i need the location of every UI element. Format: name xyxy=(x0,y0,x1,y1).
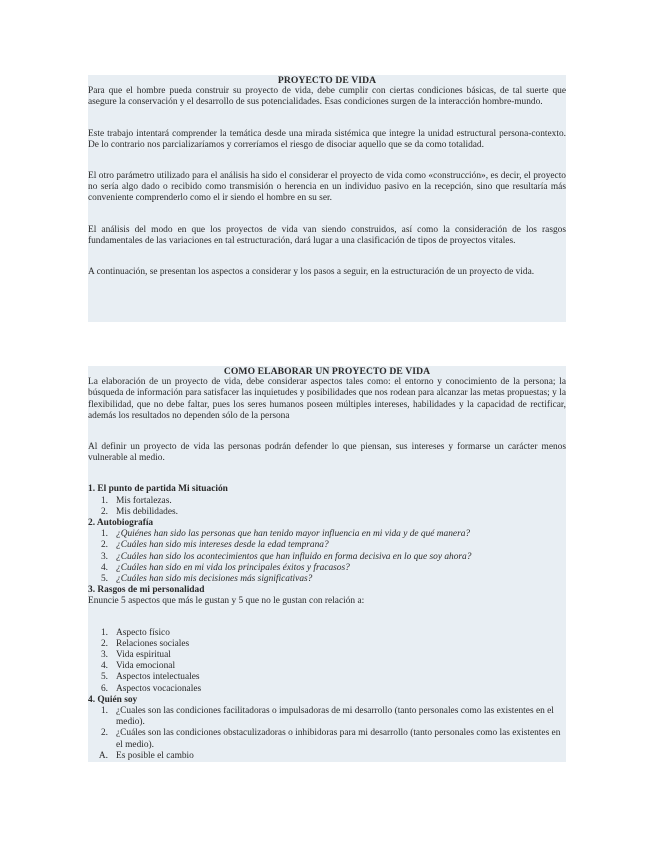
list-number: 1. xyxy=(100,627,108,638)
list-number: 3. xyxy=(100,650,108,661)
list-number: 4. xyxy=(100,661,108,672)
list-text: Vida emocional xyxy=(116,661,176,672)
list-number: 2. xyxy=(100,540,108,551)
list-number: 5. xyxy=(100,672,108,683)
list-number: 2. xyxy=(100,638,108,649)
list-text: ¿Cuales son las condiciones facilitadoras o impulsadoras de mi desarrollo (tanto personales como las existentes en el medio). xyxy=(116,706,554,728)
list-item xyxy=(88,639,566,650)
step-4-sublist xyxy=(88,751,566,762)
section-2-paragraph-1: La elaboración de un proyecto de vida, debe considerar aspectos tales como: el entorno y conocimiento de la persona; la búsqueda de información para satisfacer las inquietudes y posibilidades que nos rodean para alcanzar las metas propuestas; y la flexibilidad, que no debe faltar, pues los seres humanos poseen múltiples intereses, habilidades y la capacidad de rectificar, además los resultados no dependen sólo de la persona xyxy=(88,377,566,421)
step-3-list xyxy=(88,628,566,695)
intro-paragraph-1: Para que el hombre pueda construir su proyecto de vida, debe cumplir con ciertas condiciones básicas, de tal suerte que asegure la conservación y el desarrollo de sus potencialidades. Esas condiciones surgen de la interacción hombre-mundo. xyxy=(88,86,566,108)
intro-paragraph-3: El otro parámetro utilizado para el análisis ha sido el considerar el proyecto de vida como «construcción», es decir, el proyecto no sería algo dado o recibido como transmisión o herencia en un individuo pasivo en la recepción, sino que resultaría más conveniente comprenderlo como el ir siendo el hombre en su ser. xyxy=(88,171,566,204)
step-1-heading: 1. El punto de partida Mi situación xyxy=(88,484,228,495)
list-item xyxy=(88,684,566,695)
list-number: 4. xyxy=(100,562,108,573)
list-text: Mis fortalezas. xyxy=(116,495,172,506)
list-text: ¿Cuáles han sido mis decisiones más significativas? xyxy=(116,574,313,585)
step-2-heading: 2. Autobiografía xyxy=(88,518,154,529)
list-text: ¿Cuáles han sido los acontecimientos que han influido en forma decisiva en lo que soy ahora? xyxy=(116,551,472,562)
list-item xyxy=(88,672,566,683)
list-item xyxy=(88,563,566,574)
step-3-heading: 3. Rasgos de mi personalidad xyxy=(88,585,205,596)
list-number: 1. xyxy=(100,495,108,506)
list-item xyxy=(88,661,566,672)
list-item xyxy=(88,507,566,518)
list-item xyxy=(88,628,566,639)
list-text: Mis debilidades. xyxy=(116,506,178,517)
list-text: ¿Cuáles son las condiciones obstaculizadoras o inhibidoras para mi desarrollo (tanto personales como las existentes en el medio). xyxy=(116,728,561,750)
list-item xyxy=(88,751,566,762)
section-2-title: COMO ELABORAR UN PROYECTO DE VIDA xyxy=(223,366,431,377)
list-text: Aspecto físico xyxy=(116,627,170,638)
list-item xyxy=(88,574,566,585)
step-4-heading: 4. Quién soy xyxy=(88,694,138,705)
list-number: 3. xyxy=(100,551,108,562)
list-text: ¿Cuáles han sido en mi vida los principales éxitos y fracasos? xyxy=(116,562,350,573)
list-text: Relaciones sociales xyxy=(116,638,190,649)
section-2-block xyxy=(88,366,566,762)
list-item xyxy=(88,706,566,728)
list-number: 2. xyxy=(100,506,108,517)
doc-title: PROYECTO DE VIDA xyxy=(277,75,377,86)
list-number: 2. xyxy=(100,728,108,739)
intro-paragraph-4: El análisis del modo en que los proyectos de vida van siendo construidos, así como la consideración de los rasgos fundamentales de las variaciones en tal estructuración, dará lugar a una clasificación de tipos de proyectos vitales. xyxy=(88,224,566,246)
list-item xyxy=(88,496,566,507)
list-text: ¿Cuáles han sido mis intereses desde la edad temprana? xyxy=(116,540,329,551)
list-number: 6. xyxy=(100,683,108,694)
list-number: 1. xyxy=(100,529,108,540)
intro-block xyxy=(88,75,566,322)
list-number: 5. xyxy=(100,574,108,585)
list-item xyxy=(88,728,566,750)
list-item xyxy=(88,540,566,551)
list-text: Aspectos intelectuales xyxy=(116,672,200,683)
step-4-list xyxy=(88,706,566,751)
step-1-list xyxy=(88,496,566,518)
list-item xyxy=(88,650,566,661)
intro-paragraph-5: A continuación, se presentan los aspectos a considerar y los pasos a seguir, en la estructuración de un proyecto de vida. xyxy=(88,267,535,278)
list-text: ¿Quiénes han sido las personas que han tenido mayor influencia en mi vida y de qué manera? xyxy=(116,529,471,540)
list-text: Es posible el cambio xyxy=(116,750,194,761)
step-2-list xyxy=(88,529,566,585)
list-item xyxy=(88,552,566,563)
list-number: 1. xyxy=(100,706,108,717)
list-text: Vida espiritual xyxy=(116,650,171,661)
intro-paragraph-2: Este trabajo intentará comprender la temática desde una mirada sistémica que integre la unidad estructural persona-contexto. De lo contrario nos parcializaríamos y correríamos el riesgo de disociar aquello que se da como totalidad. xyxy=(88,128,566,150)
list-item xyxy=(88,529,566,540)
step-3-intro: Enuncie 5 aspectos que más le gustan y 5 que no le gustan con relación a: xyxy=(88,596,365,607)
list-text: Aspectos vocacionales xyxy=(116,683,202,694)
section-2-paragraph-2: Al definir un proyecto de vida las personas podrán defender lo que piensan, sus intereses y formarse un carácter menos vulnerable al medio. xyxy=(88,442,566,464)
list-letter: A. xyxy=(98,750,108,761)
